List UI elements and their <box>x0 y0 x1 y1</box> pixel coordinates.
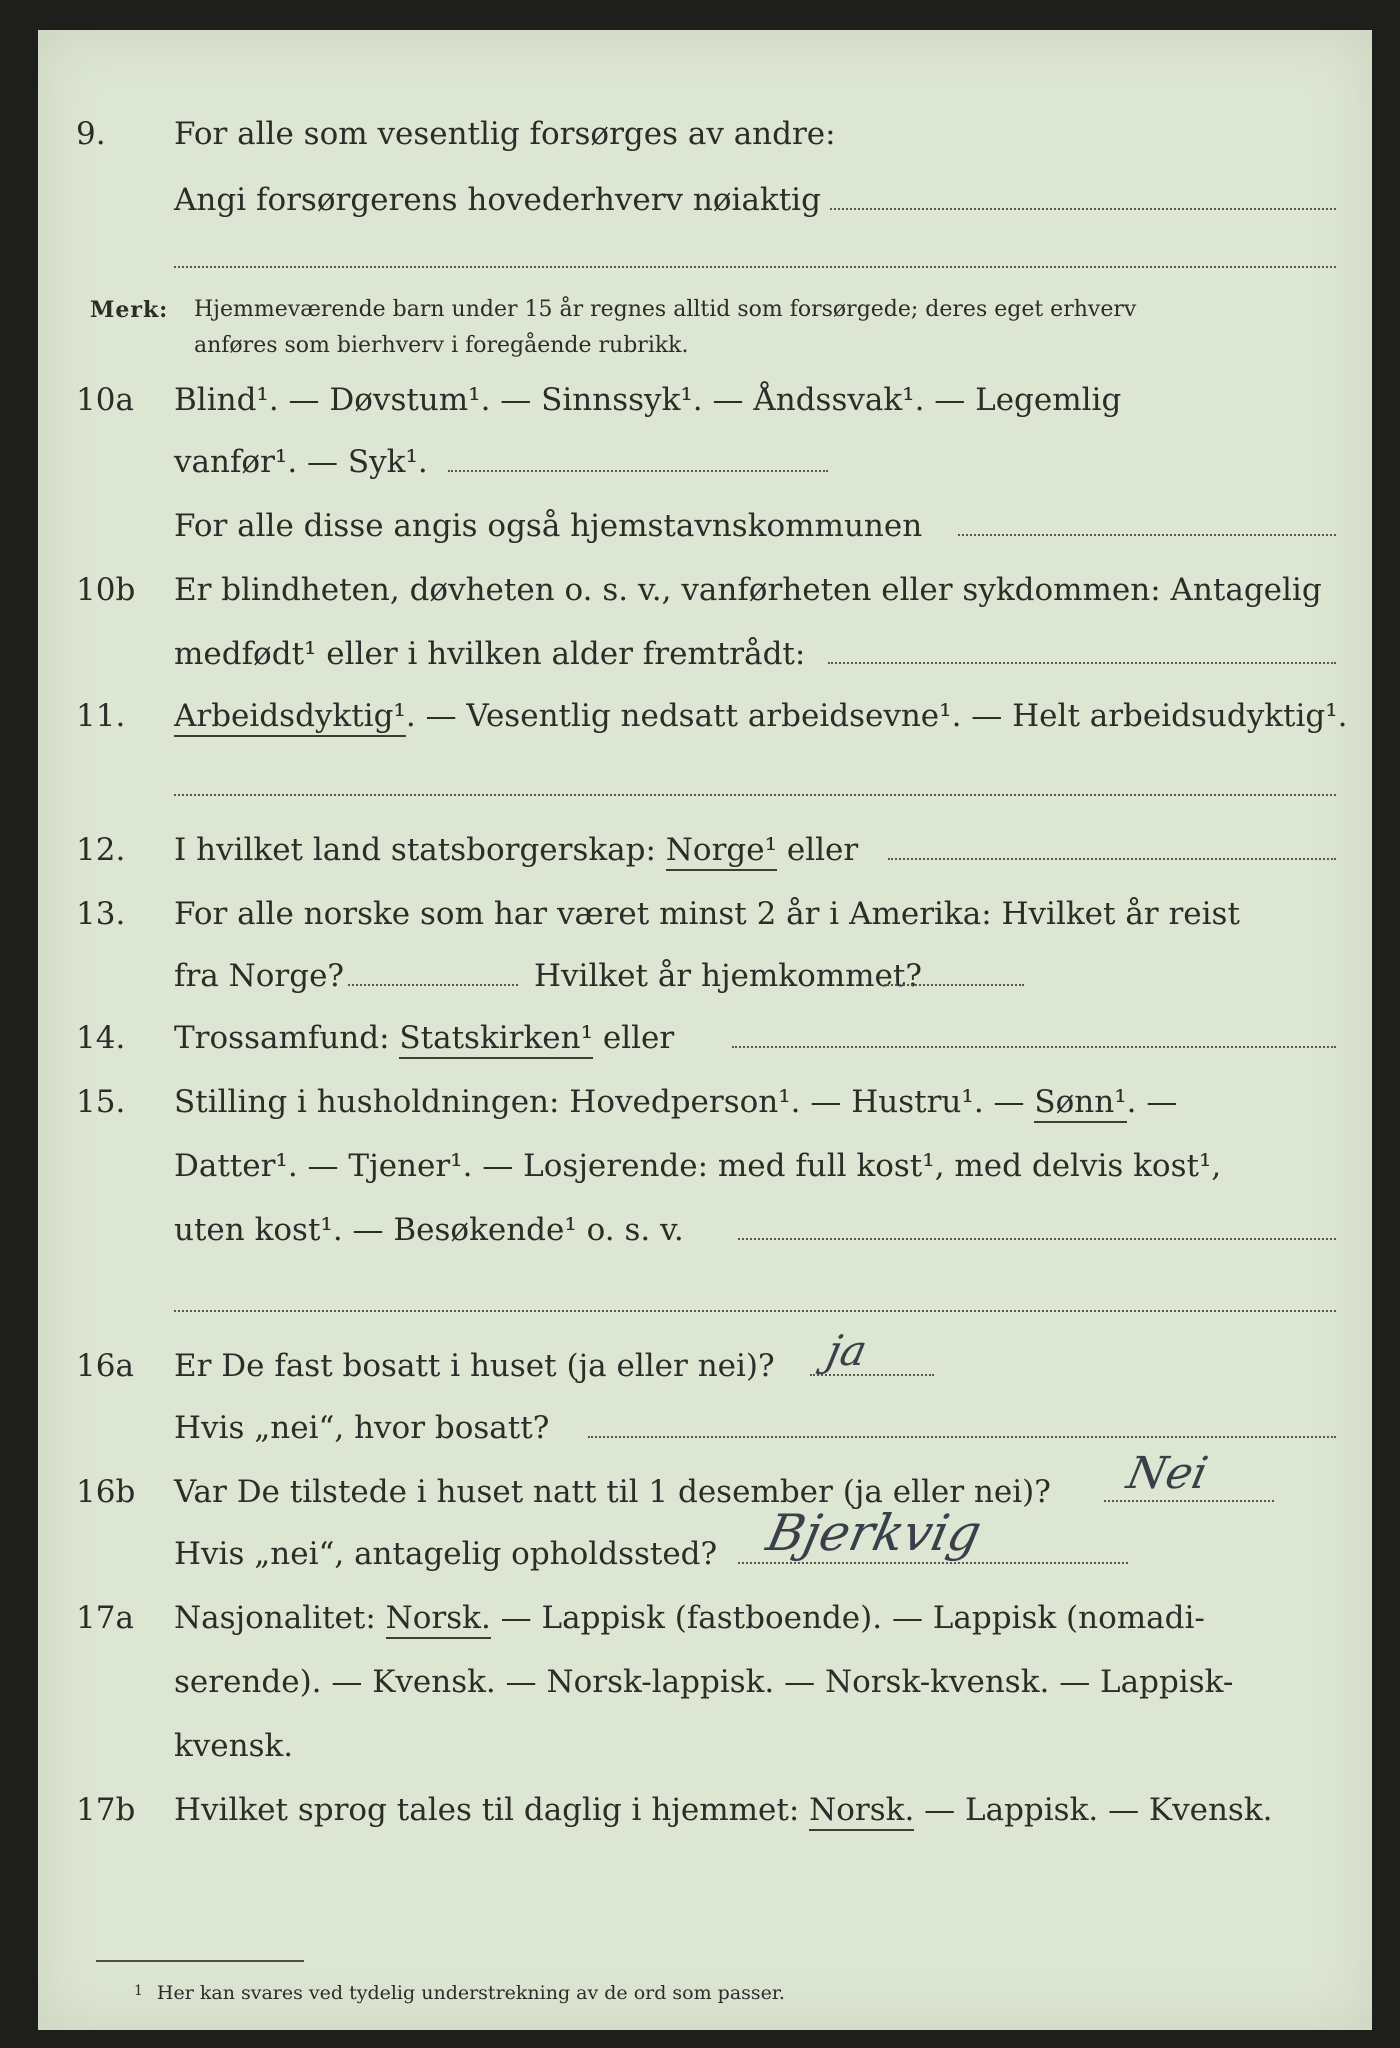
q10a-text-line3: For alle disse angis også hjemstavnskommunen <box>174 508 923 544</box>
q13-reist-line[interactable] <box>348 984 518 986</box>
q10b-answer-line[interactable] <box>828 662 1336 664</box>
q11-underlined-answer[interactable]: Arbeidsdyktig¹ <box>174 698 406 737</box>
q11-answer-line[interactable] <box>174 794 1336 796</box>
q16b-handwritten-location: Bjerkvig <box>761 1504 987 1562</box>
q14-answer-line[interactable] <box>732 1046 1336 1048</box>
q9-answer-line[interactable] <box>830 208 1336 210</box>
q17b-number: 17b <box>76 1792 136 1828</box>
q16b-handwritten-answer: Nei <box>1122 1448 1213 1499</box>
q16b-location-line[interactable] <box>738 1562 1128 1564</box>
q15-line1 <box>38 1072 1372 1132</box>
q10a-text-line2: vanfør¹. — Syk¹. <box>174 444 428 480</box>
q10a-municipality-line[interactable] <box>958 534 1336 536</box>
q17a-underlined-answer[interactable]: Norsk. <box>386 1600 491 1639</box>
footnote <box>134 1982 785 2004</box>
q14-number: 14. <box>76 1020 126 1056</box>
q15-text-line2: Datter¹. — Tjener¹. — Losjerende: med full kost¹, med delvis kost¹, <box>174 1148 1222 1184</box>
q17b-line <box>38 1780 1372 1840</box>
q16a-text-line2: Hvis „nei“, hvor bosatt? <box>174 1410 550 1446</box>
q17b-options: — Lappisk. — Kvensk. <box>914 1792 1273 1828</box>
footnote-mark: 1 <box>134 1983 143 1999</box>
q13-text-line1: For alle norske som har været minst 2 år i Amerika: Hvilket år reist <box>174 896 1240 932</box>
merk-line1: Hjemmeværende barn under 15 år regnes alltid som forsørgede; deres eget erhverv <box>194 297 1137 322</box>
q14-text <box>174 1008 674 1068</box>
q12-label: I hvilket land statsborgerskap: <box>174 832 666 868</box>
q13-number: 13. <box>76 896 126 932</box>
q9-number: 9. <box>76 116 106 152</box>
footnote-text: Her kan svares ved tydelig understrekning av de ord som passer. <box>156 1982 785 2004</box>
q11-text <box>174 686 1348 746</box>
q15-line3 <box>38 1200 1372 1260</box>
q17a-number: 17a <box>76 1600 134 1636</box>
q12-number: 12. <box>76 832 126 868</box>
census-form-page <box>38 30 1372 2030</box>
q10b-text-line2: medfødt¹ eller i hvilken alder fremtrådt: <box>174 636 806 672</box>
q11-line <box>38 686 1372 746</box>
q9-line1 <box>38 104 1372 164</box>
q15-line2 <box>38 1136 1372 1196</box>
q16b-number: 16b <box>76 1474 136 1510</box>
q17a-options: — Lappisk (fastboende). — Lappisk (nomadi- <box>490 1600 1205 1636</box>
q17a-text-line2: serende). — Kvensk. — Norsk-lappisk. — Norsk-kvensk. — Lappisk- <box>174 1664 1234 1700</box>
q15-line1-start: Stilling i husholdningen: Hovedperson¹. — Hustru¹. — <box>174 1084 1035 1120</box>
q12-answer-line[interactable] <box>888 858 1336 860</box>
footnote-rule <box>96 1960 304 1962</box>
q12-eller: eller <box>777 832 859 868</box>
q16b-text-line1: Var De tilstede i huset natt til 1 desember (ja eller nei)? <box>174 1474 1051 1510</box>
q9-text-line2: Angi forsørgerens hovederhverv nøiaktig <box>174 182 821 218</box>
q17a-line1 <box>38 1588 1372 1648</box>
q16b-answer-line[interactable] <box>1104 1500 1274 1502</box>
q17b-text <box>174 1780 1272 1840</box>
q17b-underlined-answer[interactable]: Norsk. <box>809 1792 914 1831</box>
merk-line2: anføres som bierhverv i foregående rubrikk. <box>194 333 689 358</box>
q17b-label: Hvilket sprog tales til daglig i hjemmet: <box>174 1792 810 1828</box>
q11-rest: . — Vesentlig nedsatt arbeidsevne¹. — Helt arbeidsudyktig¹. <box>405 698 1348 734</box>
q12-line <box>38 820 1372 880</box>
q15-underlined-answer[interactable]: Sønn¹ <box>1034 1084 1126 1123</box>
q15-text-line3: uten kost¹. — Besøkende¹ o. s. v. <box>174 1212 684 1248</box>
q15-text-line1 <box>174 1072 1177 1132</box>
q9-text-line1: For alle som vesentlig forsørges av andre: <box>174 116 836 152</box>
q9-line2 <box>38 170 1372 230</box>
q12-underlined-answer[interactable]: Norge¹ <box>666 832 777 871</box>
q10b-line1 <box>38 560 1372 620</box>
q16b-line2 <box>38 1524 1372 1584</box>
q13-text-line2a: fra Norge? <box>174 958 345 994</box>
q10b-number: 10b <box>76 572 136 608</box>
q17a-label: Nasjonalitet: <box>174 1600 386 1636</box>
q15-line1-end: . — <box>1126 1084 1178 1120</box>
q10a-text-line1: Blind¹. — Døvstum¹. — Sinnssyk¹. — Åndssvak¹. — Legemlig <box>174 382 1122 418</box>
q17a-line2 <box>38 1652 1372 1712</box>
q15-answer-line[interactable] <box>738 1238 1336 1240</box>
q10a-line1 <box>38 370 1372 430</box>
q16a-number: 16a <box>76 1348 134 1384</box>
q17a-text-line3: kvensk. <box>174 1728 294 1764</box>
q11-number: 11. <box>76 698 126 734</box>
q16a-text-line1: Er De fast bosatt i huset (ja eller nei)? <box>174 1348 775 1384</box>
q9-answer-line-2[interactable] <box>174 266 1336 268</box>
q16a-residence-line[interactable] <box>588 1436 1336 1438</box>
merk-label: Merk: <box>90 297 169 323</box>
q10a-answer-line[interactable] <box>448 470 828 472</box>
q10a-line2 <box>38 432 1372 492</box>
q10b-text-line1: Er blindheten, døvheten o. s. v., vanførheten eller sykdommen: Antagelig <box>174 572 1322 608</box>
q14-label: Trossamfund: <box>174 1020 400 1056</box>
q16b-text-line2: Hvis „nei“, antagelig opholdssted? <box>174 1536 718 1572</box>
q10a-line3 <box>38 496 1372 556</box>
q10a-number: 10a <box>76 382 134 418</box>
q13-text-line2b: Hvilket år hjemkommet? <box>534 958 922 994</box>
q16a-handwritten-answer: ja <box>822 1326 872 1375</box>
q13-line2 <box>38 946 1372 1006</box>
q17a-line3 <box>38 1716 1372 1776</box>
q15-answer-line-2[interactable] <box>174 1310 1336 1312</box>
q13-line1 <box>38 884 1372 944</box>
q14-underlined-answer[interactable]: Statskirken¹ <box>399 1020 593 1059</box>
q14-eller: eller <box>593 1020 675 1056</box>
q10b-line2 <box>38 624 1372 684</box>
q17a-text-line1 <box>174 1588 1205 1648</box>
q16a-line1 <box>38 1336 1372 1396</box>
q12-text <box>174 820 858 880</box>
q14-line <box>38 1008 1372 1068</box>
q15-number: 15. <box>76 1084 126 1120</box>
q13-hjemkommet-line[interactable] <box>884 984 1024 986</box>
